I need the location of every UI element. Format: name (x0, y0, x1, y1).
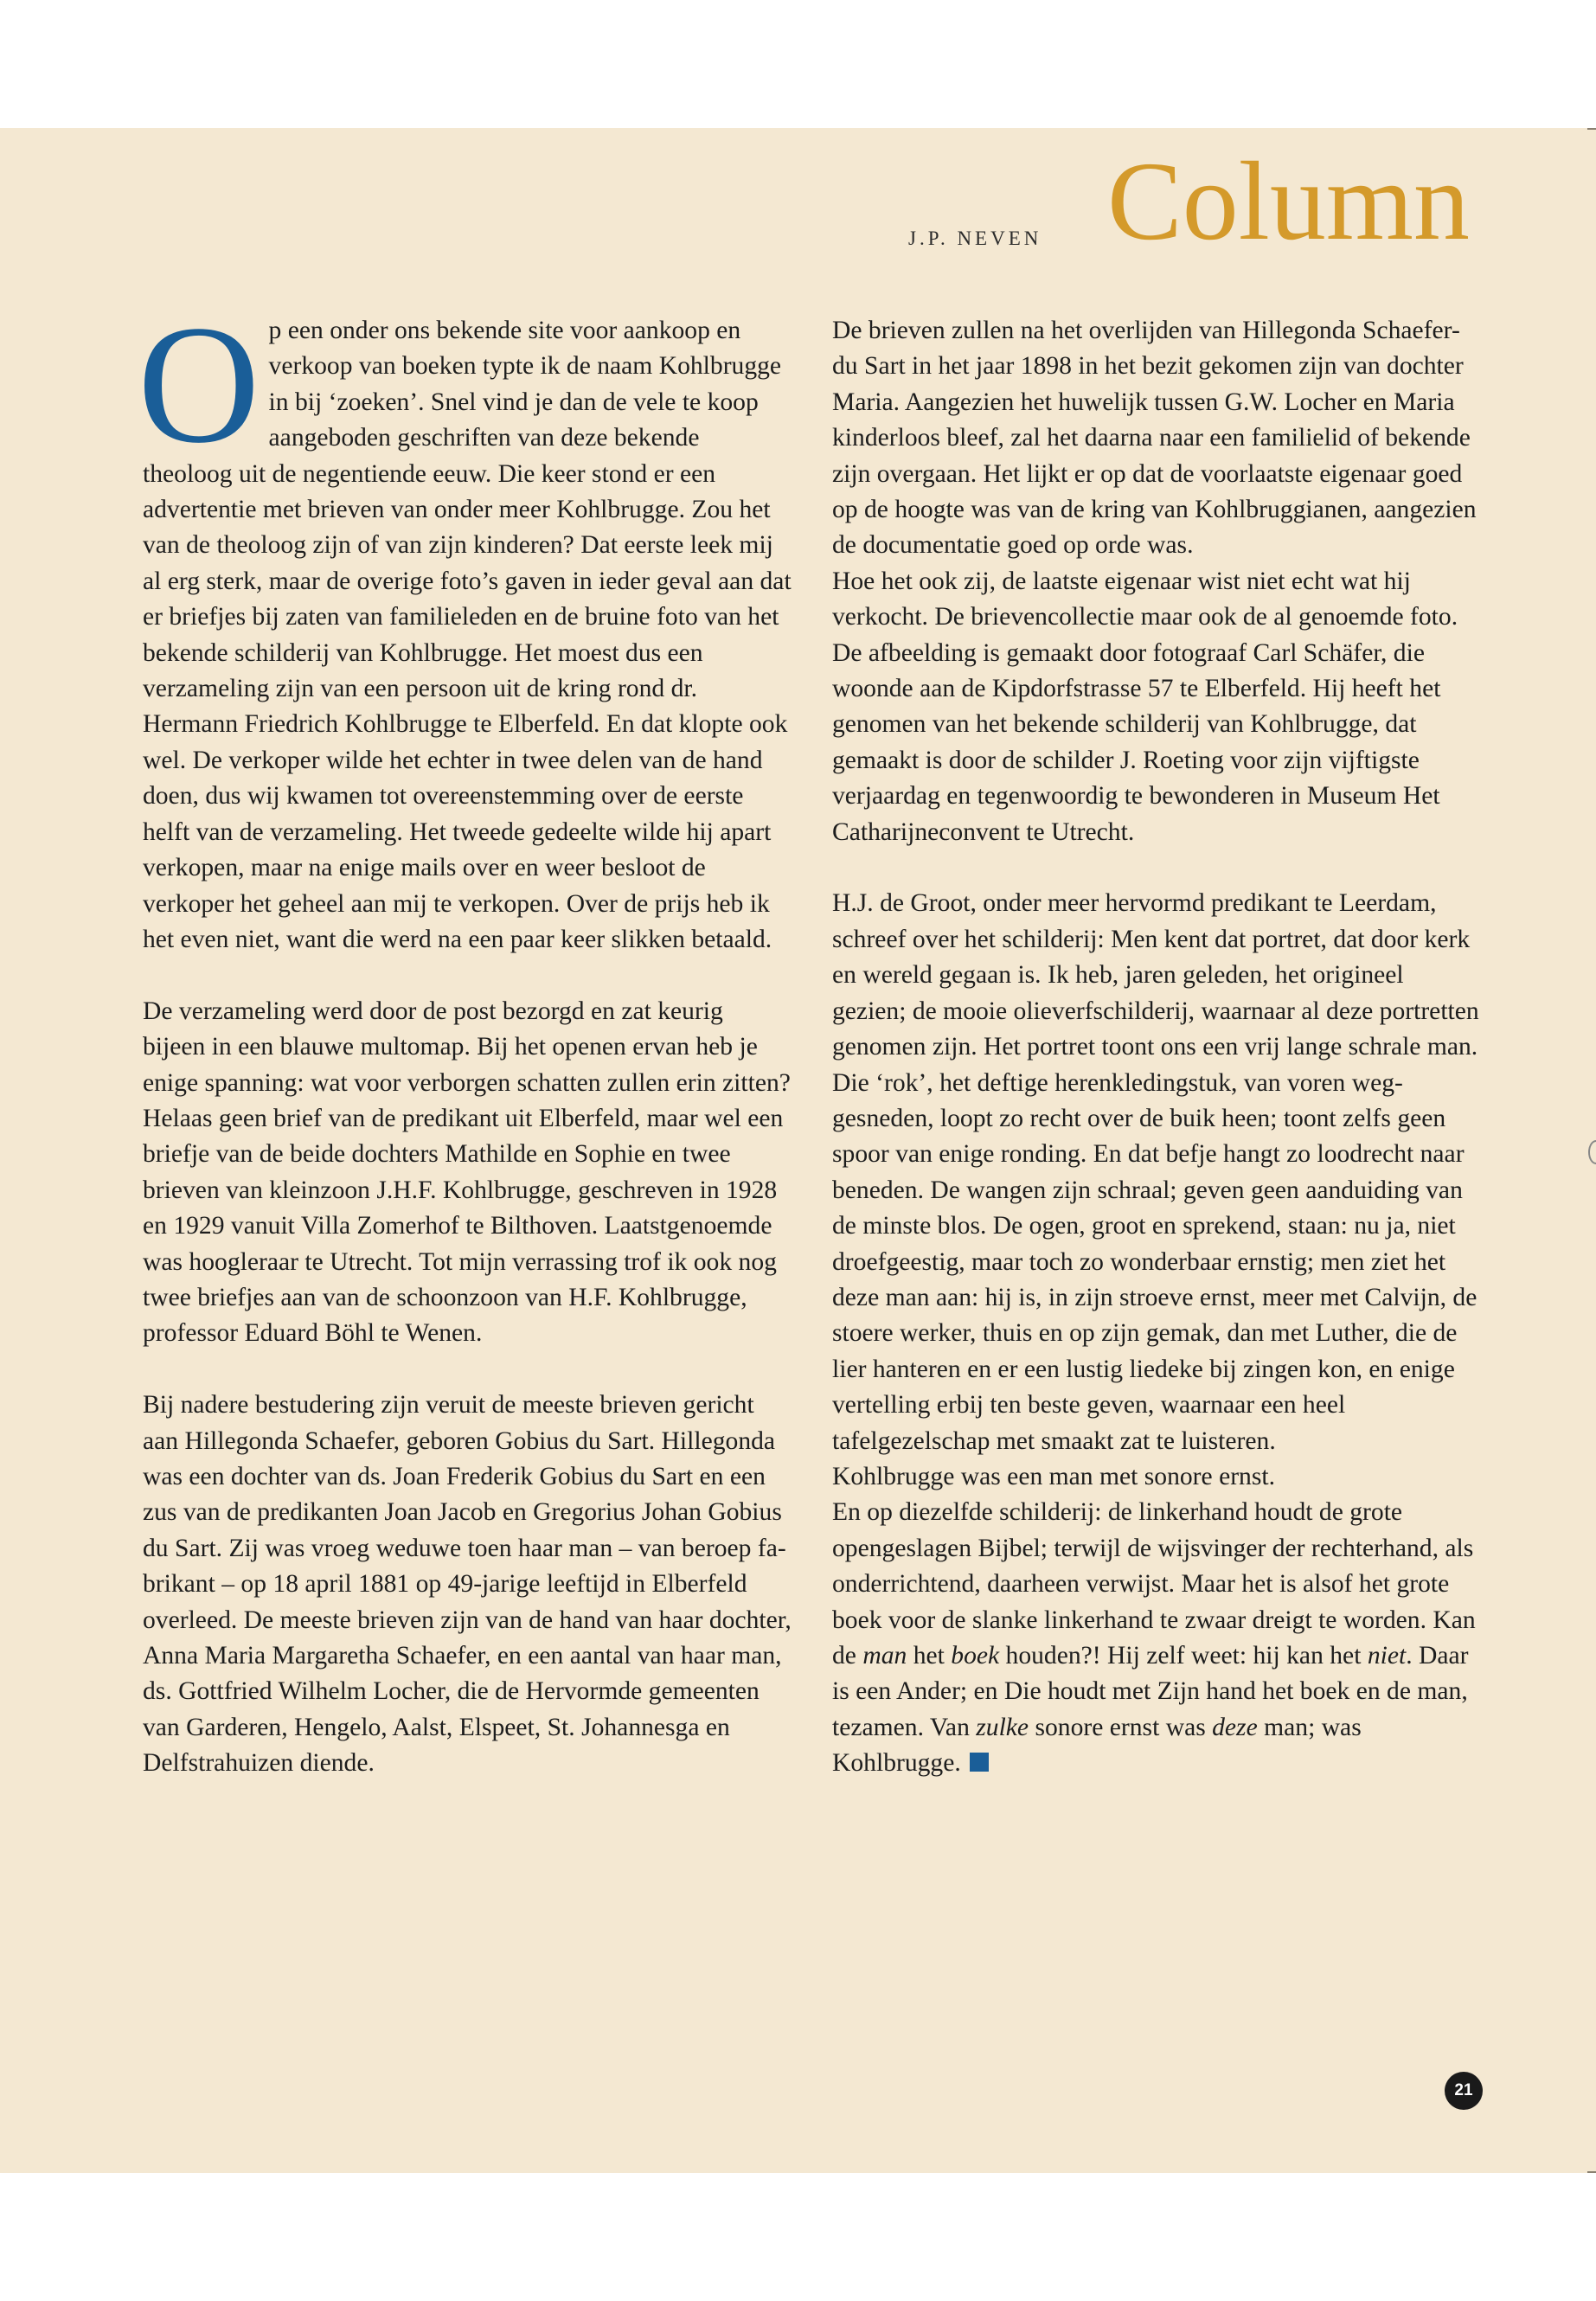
paragraph-7: Kohlbrugge was een man met sonore ernst. (832, 1462, 1275, 1490)
paragraph-1: Op een onder ons bekende site voor aankoop en verkoop van boeken typte ik de naam Kohlbrugge in bij ‘zoeken’. Snel vind je dan de vele te koop aangeboden geschriften van deze bekende theoloog uit de negentiende eeuw. Die keer stond er een advertentie met brieven van onder meer Kohlbrugge. Zou het van de theoloog zijn of van zijn kinderen? Dat eerste leek mij al erg sterk, maar de overige foto’s gaven in ieder geval aan dat er briefjes bij zaten van familieleden en de bruine foto van het bekende schilderij van Kohlbrugge. Het moest dus een verzameling zijn van een persoon uit de kring rond dr. Hermann Friedrich Kohlbrugge te Elberfeld. En dat klopte ook wel. De verkoper wilde het echter in twee delen van de hand doen, dus wij kwamen tot overeenstemming over de eerste helft van de verzameling. Het tweede gedeelte wilde hij apart verkopen, maar na enige mails over en weer besloot de verkoper het geheel aan mij te verkopen. Over de prijs heb ik het even niet, want die werd na een paar keer slikken betaald. (138, 291, 792, 953)
paragraph-2: De verzameling werd door de post bezorgd en zat keurig bijeen in een blauwe multomap. Bij het openen ervan heb je enige spanning: wat voor verborgen schatten zullen erin zitten? Helaas geen brief van de predikant uit Elberfeld, maar wel een briefje van de beide dochters Mathilde en Sophie en twee brieven van kleinzoon J.H.F. Kohlbrugge, geschreven in 1928 en 1929 vanuit Villa Zomerhof te Bilthoven. Laatstgenoemde was hoogleraar te Utrecht. Tot mijn verrassing trof ik ook nog twee briefjes aan van de schoonzoon van H.F. Kohlbrugge, professor Eduard Böhl te Wenen. (143, 997, 791, 1348)
right-column (832, 313, 1481, 1782)
author-byline: J.P. NEVEN (908, 228, 1042, 249)
paragraph-6: H.J. de Groot, onder meer hervormd predikant te Leerdam, schreef over het schilderij: Men kent dat portret, dat door kerk en wereld gegaan is. Ik heb, jaren geleden, het origineel gezien; de mooie olieverfschilderij, waarnaar al deze portretten genomen zijn. Het portret toont ons een vrij lange schrale man. Die ‘rok’, het deftige herenkledingstuk, van voren weggesneden, loopt zo recht over de buik heen; toont zelfs geen spoor van enige ronding. En dat befje hangt zo loodrecht naar beneden. De wangen zijn schraal; geven geen aanduiding van de minste blos. De ogen, groot en sprekend, staan: nu ja, niet droefgeestig, maar toch zo wonderbaar ernstig; men ziet het deze man aan: hij is, in zijn stroeve ernst, meer met Calvijn, de stoere werker, thuis en op zijn gemak, dan met Luther, die de lier hanteren en er een lustig liedeke bij zingen kon, en enige vertelling erbij ten beste geven, waarnaar een heel tafelgezelschap met smaakt zat te luisteren. (832, 889, 1479, 1455)
end-mark-icon (970, 1753, 989, 1772)
column-title: Column (1107, 139, 1470, 264)
left-column (138, 291, 792, 1782)
drop-cap: O (138, 291, 260, 478)
crop-mark-top (1587, 128, 1596, 130)
paragraph-8: En op diezelfde schilderij: de linkerhand houdt de grote opengeslagen Bijbel; terwijl de wijsvinger der rechterhand, als onderrichtend, daarheen verwijst. Maar het is alsof het grote boek voor de slanke linkerhand te zwaar dreigt te worden. Kan de man het boek houden?! Hij zelf weet: hij kan het niet. Daar is een Ander; en Die houdt met Zijn hand het boek en de man, tezamen. Van zulke sonore ernst was deze man; was Kohlbrugge. (832, 1498, 1476, 1778)
paragraph-3: Bij nadere bestudering zijn veruit de meeste brieven gericht aan Hillegonda Schaefer, geboren Gobius du Sart. Hillegonda was een dochter van ds. Joan Frederik Gobius du Sart en een zus van de predikanten Joan Jacob en Gregorius Johan Gobius du Sart. Zij was vroeg weduwe toen haar man – van beroep fabrikant – op 18 april 1881 op 49-jarige leeftijd in Elberfeld overleed. De meeste brieven zijn van de hand van haar dochter, Anna Maria Margaretha Schaefer, en een aantal van haar man, ds. Gottfried Wilhelm Locher, die de Hervormde gemeenten van Garderen, Hengelo, Aalst, Elspeet, St. Johannesga en Delfstrahuizen diende. (143, 1391, 792, 1778)
crop-mark-bottom (1587, 2171, 1596, 2173)
page-number-badge: 21 (1445, 2072, 1483, 2110)
paragraph-5: Hoe het ook zij, de laatste eigenaar wist niet echt wat hij verkocht. De brievencollectie maar ook de al genoemde foto. De afbeelding is gemaakt door fotograaf Carl Schäfer, die woonde aan de Kipdorfstrasse 57 te Elberfeld. Hij heeft het genomen van het bekende schilderij van Kohlbrugge, dat gemaakt is door de schilder J. Roeting voor zijn vijftigste verjaardag en tegenwoordig te bewonderen in Museum Het Catharijneconvent te Utrecht. (832, 567, 1458, 846)
paragraph-4: De brieven zullen na het overlijden van Hillegonda Schaefer-du Sart in het jaar 1898 in het bezit gekomen zijn van dochter Maria. Aangezien het huwelijk tussen G.W. Locher en Maria kinderloos bleef, zal het daarna naar een familielid of bekende zijn overgaan. Het lijkt er op dat de voorlaatste eigenaar goed op de hoogte was van de kring van Kohlbruggianen, aangezien de documentatie goed op orde was. (832, 317, 1477, 560)
